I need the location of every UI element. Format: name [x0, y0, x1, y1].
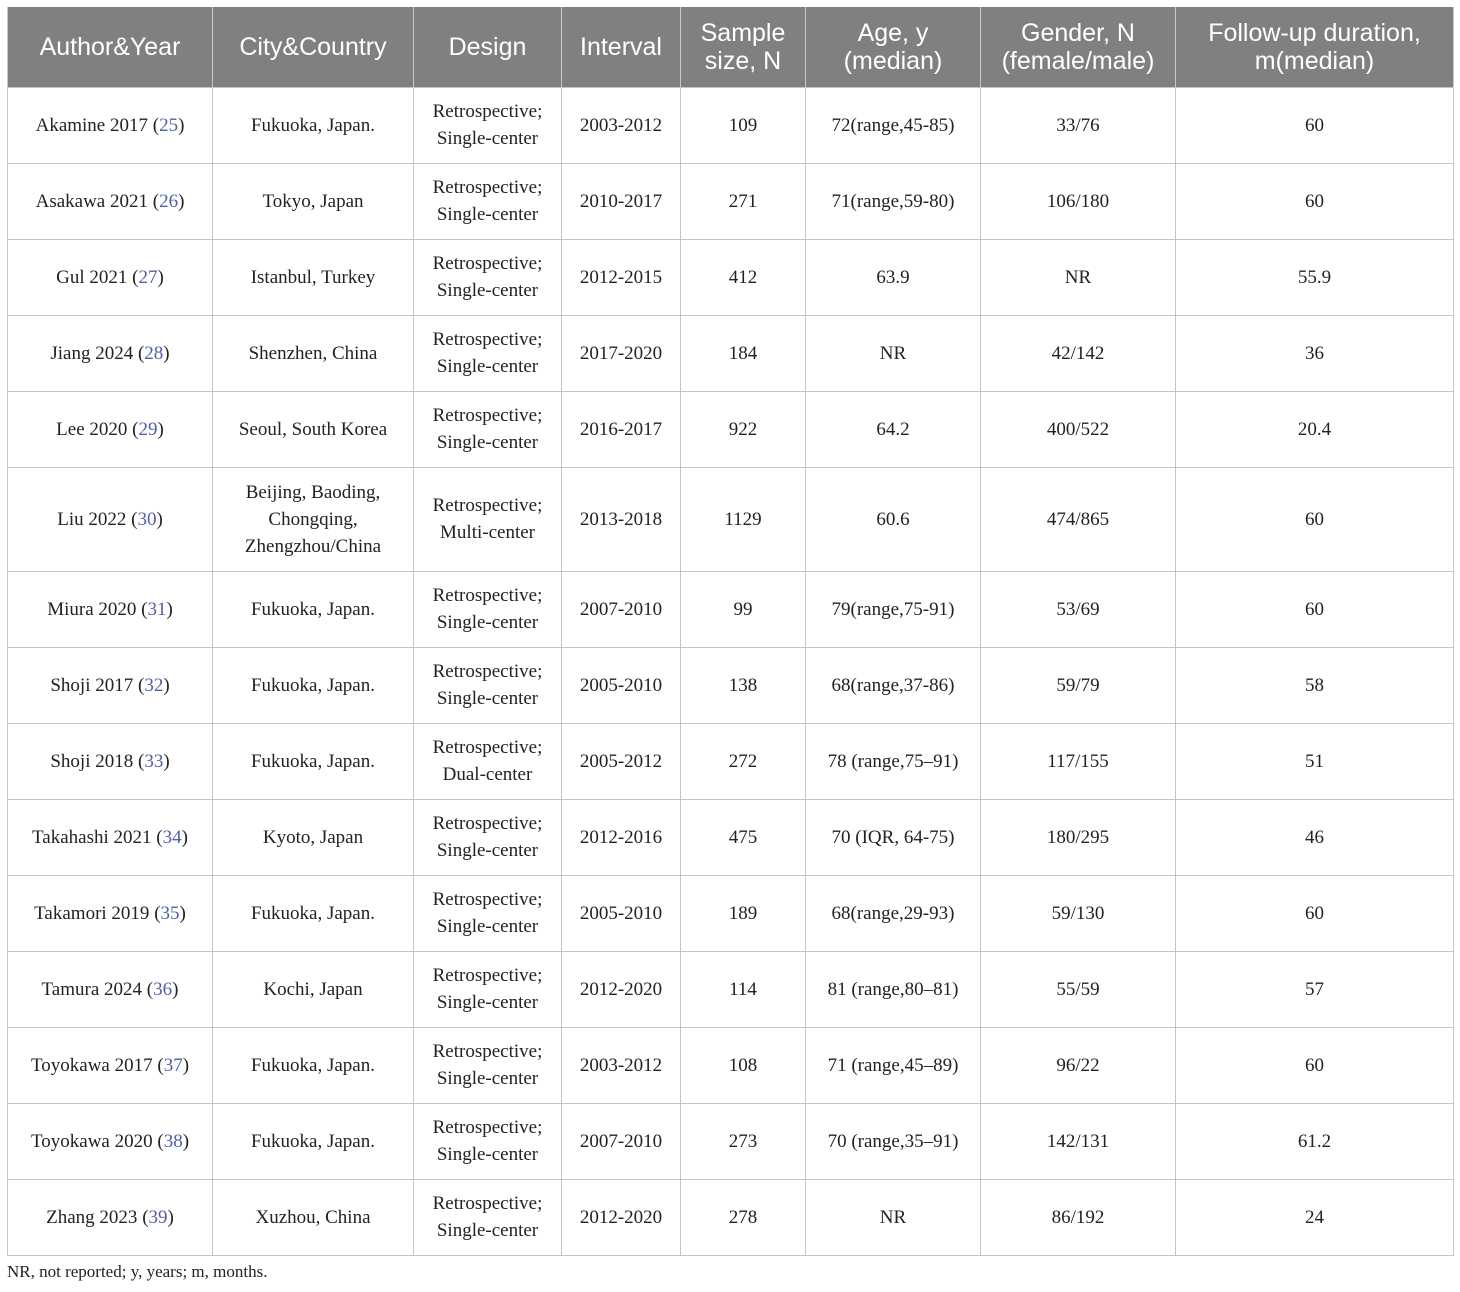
author-name: Liu 2022 [57, 508, 127, 530]
cell-sample-size: 1129 [681, 467, 806, 571]
cell-sample-size: 138 [681, 647, 806, 723]
design-line: Retrospective; [432, 177, 543, 198]
header-sample-size [681, 7, 806, 87]
cell-author-year: Toyokawa 2017 (37) [8, 1027, 213, 1103]
city-line: Fukuoka, Japan. [250, 1130, 375, 1152]
city-line: Fukuoka, Japan. [250, 114, 375, 136]
design-line: Single-center [436, 1220, 539, 1241]
design-line: Retrospective; [432, 813, 543, 834]
author-name: Lee 2020 [56, 418, 128, 440]
city-line: Istanbul, Turkey [250, 266, 376, 288]
city-line: Tokyo, Japan [262, 190, 364, 212]
design-line: Single-center [436, 128, 539, 149]
cell-follow-up: 60 [1176, 571, 1454, 647]
header-line: Age, y [857, 18, 929, 47]
city-line: Chongqing, [268, 508, 358, 530]
cell-author-year: Liu 2022 (30) [8, 467, 213, 571]
cell-age: 68(range,37-86) [806, 647, 981, 723]
cell-interval: 2010-2017 [562, 163, 681, 239]
cell-author-year: Takamori 2019 (35) [8, 875, 213, 951]
cell-interval: 2005-2010 [562, 647, 681, 723]
design-line: Retrospective; [432, 329, 543, 350]
table-row [8, 239, 1454, 315]
header-line: m(median) [1254, 46, 1375, 75]
design-line: Multi-center [440, 522, 535, 543]
table-row [8, 647, 1454, 723]
design-line: Retrospective; [432, 1193, 543, 1214]
cell-gender: 106/180 [981, 163, 1176, 239]
cell-gender: 42/142 [981, 315, 1176, 391]
cell-city-country [213, 647, 414, 723]
design-line: Single-center [436, 688, 539, 709]
reference-link[interactable]: 25 [159, 114, 179, 136]
cell-design [414, 571, 562, 647]
table-row [8, 87, 1454, 163]
cell-age: 81 (range,80–81) [806, 951, 981, 1027]
design-line: Single-center [436, 356, 539, 377]
design-line: Retrospective; [432, 1041, 543, 1062]
cell-age: 71 (range,45–89) [806, 1027, 981, 1103]
design-line: Single-center [436, 992, 539, 1013]
cell-age: NR [806, 315, 981, 391]
cell-age: NR [806, 1179, 981, 1255]
cell-design [414, 391, 562, 467]
table-row [8, 875, 1454, 951]
cell-interval: 2012-2016 [562, 799, 681, 875]
cell-author-year: Zhang 2023 (39) [8, 1179, 213, 1255]
cell-follow-up: 60 [1176, 163, 1454, 239]
cell-follow-up: 57 [1176, 951, 1454, 1027]
cell-interval: 2017-2020 [562, 315, 681, 391]
cell-author-year: Akamine 2017 (25) [8, 87, 213, 163]
cell-city-country [213, 571, 414, 647]
cell-gender: 180/295 [981, 799, 1176, 875]
cell-sample-size: 412 [681, 239, 806, 315]
reference-link[interactable]: 38 [163, 1130, 183, 1152]
cell-sample-size: 271 [681, 163, 806, 239]
author-name: Miura 2020 [47, 598, 137, 620]
reference-link[interactable]: 32 [144, 674, 164, 696]
cell-city-country [213, 315, 414, 391]
cell-sample-size: 184 [681, 315, 806, 391]
city-line: Shenzhen, China [248, 342, 378, 364]
design-line: Retrospective; [432, 405, 543, 426]
cell-sample-size: 114 [681, 951, 806, 1027]
header-line: Author&Year [39, 32, 181, 61]
design-line: Retrospective; [432, 661, 543, 682]
cell-sample-size: 278 [681, 1179, 806, 1255]
cell-follow-up: 20.4 [1176, 391, 1454, 467]
design-line: Dual-center [442, 764, 533, 785]
author-name: Toyokawa 2020 [30, 1130, 153, 1152]
header-follow-up [1176, 7, 1454, 87]
cell-follow-up: 60 [1176, 467, 1454, 571]
design-line: Retrospective; [432, 1117, 543, 1138]
city-line: Fukuoka, Japan. [250, 902, 375, 924]
cell-age: 60.6 [806, 467, 981, 571]
cell-design [414, 951, 562, 1027]
cell-age: 68(range,29-93) [806, 875, 981, 951]
cell-author-year: Toyokawa 2020 (38) [8, 1103, 213, 1179]
reference-link[interactable]: 30 [137, 508, 157, 530]
table-row [8, 1179, 1454, 1255]
header-line: Follow-up duration, [1208, 18, 1421, 47]
cell-city-country [213, 799, 414, 875]
cell-gender: 474/865 [981, 467, 1176, 571]
header-design [414, 7, 562, 87]
cell-age: 79(range,75-91) [806, 571, 981, 647]
cell-sample-size: 108 [681, 1027, 806, 1103]
cell-design [414, 647, 562, 723]
cell-interval: 2012-2015 [562, 239, 681, 315]
cell-design [414, 239, 562, 315]
cell-sample-size: 189 [681, 875, 806, 951]
cell-author-year: Miura 2020 (31) [8, 571, 213, 647]
table-row [8, 467, 1454, 571]
author-name: Toyokawa 2017 [30, 1054, 153, 1076]
cell-city-country [213, 87, 414, 163]
cell-author-year: Takahashi 2021 (34) [8, 799, 213, 875]
header-line: (female/male) [1001, 46, 1155, 75]
header-city-country [213, 7, 414, 87]
cell-follow-up: 51 [1176, 723, 1454, 799]
cell-interval: 2005-2012 [562, 723, 681, 799]
cell-sample-size: 109 [681, 87, 806, 163]
cell-design [414, 799, 562, 875]
design-line: Retrospective; [432, 101, 543, 122]
cell-city-country [213, 875, 414, 951]
cell-city-country [213, 951, 414, 1027]
cell-design [414, 87, 562, 163]
cell-author-year: Asakawa 2021 (26) [8, 163, 213, 239]
cell-gender: 86/192 [981, 1179, 1176, 1255]
cell-gender: NR [981, 239, 1176, 315]
design-line: Retrospective; [432, 585, 543, 606]
cell-sample-size: 273 [681, 1103, 806, 1179]
city-line: Zhengzhou/China [244, 535, 382, 557]
cell-age: 70 (range,35–91) [806, 1103, 981, 1179]
table-row [8, 315, 1454, 391]
reference-link[interactable]: 34 [162, 826, 182, 848]
cell-interval: 2007-2010 [562, 1103, 681, 1179]
cell-design [414, 467, 562, 571]
cell-interval: 2005-2010 [562, 875, 681, 951]
reference-link[interactable]: 28 [144, 342, 164, 364]
cell-interval: 2003-2012 [562, 87, 681, 163]
cell-gender: 117/155 [981, 723, 1176, 799]
cell-gender: 400/522 [981, 391, 1176, 467]
reference-link[interactable]: 35 [160, 902, 180, 924]
reference-link[interactable]: 29 [138, 418, 158, 440]
city-line: Fukuoka, Japan. [250, 598, 375, 620]
cell-gender: 59/79 [981, 647, 1176, 723]
cell-follow-up: 61.2 [1176, 1103, 1454, 1179]
cell-follow-up: 60 [1176, 875, 1454, 951]
author-name: Tamura 2024 [41, 978, 143, 1000]
author-name: Akamine 2017 [35, 114, 148, 136]
header-row [8, 7, 1454, 87]
design-line: Single-center [436, 280, 539, 301]
cell-gender: 33/76 [981, 87, 1176, 163]
table-row [8, 571, 1454, 647]
design-line: Retrospective; [432, 737, 543, 758]
header-line: Design [448, 32, 527, 61]
design-line: Retrospective; [432, 495, 543, 516]
cell-author-year: Tamura 2024 (36) [8, 951, 213, 1027]
cell-design [414, 875, 562, 951]
reference-link[interactable]: 36 [153, 978, 173, 1000]
cell-author-year: Gul 2021 (27) [8, 239, 213, 315]
cell-age: 63.9 [806, 239, 981, 315]
design-line: Retrospective; [432, 253, 543, 274]
cell-design [414, 315, 562, 391]
cell-city-country [213, 467, 414, 571]
header-line: Gender, N [1021, 18, 1135, 47]
design-line: Single-center [436, 1068, 539, 1089]
design-line: Single-center [436, 204, 539, 225]
cell-author-year: Shoji 2017 (32) [8, 647, 213, 723]
cell-age: 70 (IQR, 64-75) [806, 799, 981, 875]
cell-sample-size: 475 [681, 799, 806, 875]
cell-follow-up: 46 [1176, 799, 1454, 875]
header-line: Interval [580, 32, 662, 61]
city-line: Seoul, South Korea [238, 418, 388, 440]
header-line: City&Country [239, 32, 387, 61]
city-line: Fukuoka, Japan. [250, 750, 375, 772]
cell-city-country [213, 239, 414, 315]
city-line: Kyoto, Japan [262, 826, 364, 848]
cell-city-country [213, 1027, 414, 1103]
cell-interval: 2007-2010 [562, 571, 681, 647]
author-name: Shoji 2017 [50, 674, 134, 696]
design-line: Retrospective; [432, 889, 543, 910]
city-line: Xuzhou, China [255, 1206, 371, 1228]
design-line: Retrospective; [432, 965, 543, 986]
design-line: Single-center [436, 1144, 539, 1165]
reference-link[interactable]: 33 [144, 750, 164, 772]
cell-design [414, 1027, 562, 1103]
author-name: Takahashi 2021 [32, 826, 152, 848]
reference-link[interactable]: 26 [159, 190, 179, 212]
cell-city-country [213, 723, 414, 799]
cell-gender: 142/131 [981, 1103, 1176, 1179]
cell-age: 78 (range,75–91) [806, 723, 981, 799]
author-name: Gul 2021 [56, 266, 128, 288]
header-gender [981, 7, 1176, 87]
city-line: Fukuoka, Japan. [250, 674, 375, 696]
table-row [8, 391, 1454, 467]
cell-design [414, 723, 562, 799]
header-age [806, 7, 981, 87]
cell-gender: 53/69 [981, 571, 1176, 647]
cell-design [414, 1179, 562, 1255]
cell-follow-up: 60 [1176, 87, 1454, 163]
header-interval [562, 7, 681, 87]
design-line: Single-center [436, 432, 539, 453]
cell-author-year: Jiang 2024 (28) [8, 315, 213, 391]
cell-sample-size: 272 [681, 723, 806, 799]
cell-city-country [213, 163, 414, 239]
cell-design [414, 163, 562, 239]
table-footnote: NR, not reported; y, years; m, months. [7, 1262, 268, 1281]
cell-follow-up: 58 [1176, 647, 1454, 723]
table-row [8, 723, 1454, 799]
city-line: Beijing, Baoding, [245, 481, 381, 503]
author-name: Shoji 2018 [50, 750, 134, 772]
cell-interval: 2012-2020 [562, 951, 681, 1027]
cell-gender: 96/22 [981, 1027, 1176, 1103]
design-line: Single-center [436, 916, 539, 937]
table-row [8, 799, 1454, 875]
city-line: Kochi, Japan [263, 978, 363, 1000]
cell-age: 72(range,45-85) [806, 87, 981, 163]
header-line: size, N [704, 46, 782, 75]
reference-link[interactable]: 27 [138, 266, 158, 288]
cell-gender: 59/130 [981, 875, 1176, 951]
cell-age: 71(range,59-80) [806, 163, 981, 239]
table-body [8, 87, 1454, 1255]
cell-city-country [213, 391, 414, 467]
author-name: Asakawa 2021 [35, 190, 148, 212]
cell-interval: 2012-2020 [562, 1179, 681, 1255]
design-line: Single-center [436, 612, 539, 633]
author-name: Takamori 2019 [34, 902, 150, 924]
cell-city-country [213, 1179, 414, 1255]
header-author-year [8, 7, 213, 87]
cell-author-year: Lee 2020 (29) [8, 391, 213, 467]
cell-city-country [213, 1103, 414, 1179]
cell-sample-size: 99 [681, 571, 806, 647]
cell-interval: 2016-2017 [562, 391, 681, 467]
author-name: Jiang 2024 [50, 342, 134, 364]
cell-follow-up: 36 [1176, 315, 1454, 391]
cell-interval: 2013-2018 [562, 467, 681, 571]
cell-follow-up: 60 [1176, 1027, 1454, 1103]
cell-sample-size: 922 [681, 391, 806, 467]
header-line: (median) [843, 46, 943, 75]
cell-follow-up: 24 [1176, 1179, 1454, 1255]
cell-design [414, 1103, 562, 1179]
author-name: Zhang 2023 [46, 1206, 138, 1228]
reference-link[interactable]: 39 [148, 1206, 168, 1228]
table-row [8, 163, 1454, 239]
cell-author-year: Shoji 2018 (33) [8, 723, 213, 799]
cell-follow-up: 55.9 [1176, 239, 1454, 315]
reference-link[interactable]: 31 [147, 598, 167, 620]
table-row [8, 951, 1454, 1027]
study-characteristics-table-container [7, 7, 1453, 1256]
header-line: Sample [700, 18, 786, 47]
reference-link[interactable]: 37 [163, 1054, 183, 1076]
cell-age: 64.2 [806, 391, 981, 467]
cell-interval: 2003-2012 [562, 1027, 681, 1103]
city-line: Fukuoka, Japan. [250, 1054, 375, 1076]
study-characteristics-table [7, 7, 1454, 1256]
table-header [8, 7, 1454, 87]
cell-gender: 55/59 [981, 951, 1176, 1027]
design-line: Single-center [436, 840, 539, 861]
table-row [8, 1103, 1454, 1179]
table-row [8, 1027, 1454, 1103]
